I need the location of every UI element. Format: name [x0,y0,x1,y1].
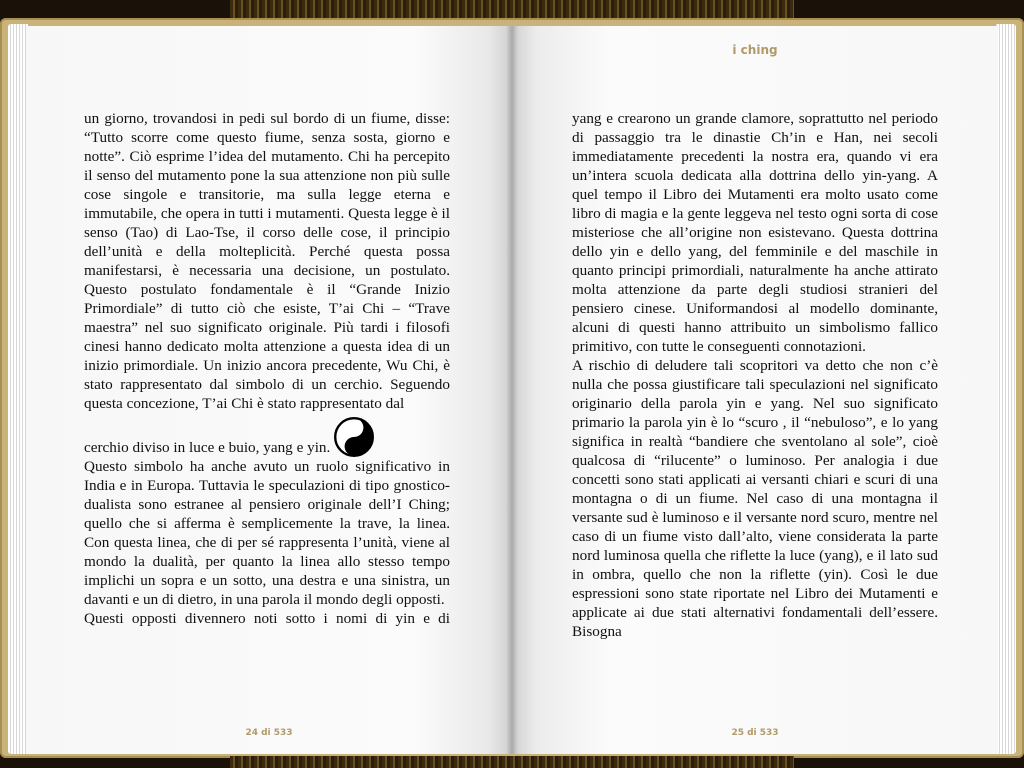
page-number-right: 25 di 533 [731,728,779,738]
page-number-left: 24 di 533 [245,728,293,738]
bookshelf-bottom-edge [230,756,794,768]
left-page-text [84,109,450,628]
page-stack-right [996,24,1016,754]
page-stack-left [8,24,28,754]
symbol-line [84,417,450,457]
right-page[interactable] [512,26,998,754]
yin-yang-icon [334,417,374,457]
paragraph: A rischio di deludere tali scopritori va detto che non c’è nulla che possa giustificare tali speculazioni nel significato originario della parola yin e yang. Nel suo significato primario la parola yin è lo “scuro , il “nebuloso”, e lo yang significa in realtà “bandiere che sventolano al sole”, cioè qualcosa di “rilucente” o luminoso. Per analogia i due concetti sono stati applicati ai versanti chiari e scuri di una montagna o di un fiume. Nel caso di una montagna il versante sud è luminoso e il versante nord scuro, mentre nel caso di un fiume visto dall’alto, viene considerata la parte nord luminosa quella che riflette la luce (yang), e il lato sud in ombra, quello che non la riflette (yin). Così le due espressioni sono state riportate nel Libro dei Mutamenti e applicate ai due stati alternativi fondamentali dell’essere. Bisogna [572,357,938,640]
right-page-text [572,109,938,641]
book-spine-gutter [506,26,518,754]
left-page[interactable] [26,26,512,754]
paragraph: Questi opposti divennero noti sotto i nomi di yin e di [84,610,450,627]
paragraph: cerchio diviso in luce e buio, yang e yin. [84,439,331,456]
running-head-title: i ching [732,43,778,57]
paragraph: yang e crearono un grande clamore, soprattutto nel periodo di passaggio tra le dinastie Ch’in e Han, nei secoli immediatamente precedenti la nostra era, quando vi era un’intera scuola dedicata alla dottrina dello yin-yang. A quel tempo il Libro dei Mutamenti era molto usato come libro di magia e la gente leggeva nel testo ogni sorta di cose misteriose che all’origine non esistevano. Questa dottrina dello yin e dello yang, del femminile e del maschile in quanto principi primordiali, naturalmente ha anche attirato molta attenzione da parte degli studiosi stranieri del pensiero cinese. Uniformandosi al modello dominante, alcuni di questi hanno attribuito un simbolismo fallico primitivo, con tutte le conseguenti connotazioni. [572,110,938,355]
paragraph: un giorno, trovandosi in pedi sul bordo di un fiume, disse: “Tutto scorre come questo fiume, senza sosta, giorno e notte”. Ciò esprime l’idea del mutamento. Chi ha percepito il senso del mutamento pone la sua attenzione non più sulle cose singole e transitorie, ma sulla legge eterna e immutabile, che opera in tutti i mutamenti. Questa legge è il senso (Tao) di Lao-Tse, il corso delle cose, il principio dell’unità e della molteplicità. Perché questa possa manifestarsi, è necessaria una decisione, un postulato. Questo postulato fondamentale è il “Grande Inizio Primordiale” di tutto ciò che esiste, T’ai Chi – “Trave maestra” nel suo significato originale. Più tardi i filosofi cinesi hanno dedicato molta attenzione a questa idea di un inizio primordiale. Un inizio ancora precedente, Wu Chi, è stato rappresentato dal simbolo di un cerchio. Seguendo questa concezione, T’ai Chi è stato rappresentato dal [84,110,450,412]
paragraph: Questo simbolo ha anche avuto un ruolo significativo in India e in Europa. Tuttavia le speculazioni di tipo gnostico-dualista sono estranee al pensiero originale dell’I Ching; quello che si afferma è semplicemente la trave, la linea. Con questa linea, che di per sé rappresenta l’unità, viene al mondo la dualità, per quanto la linea allo stesso tempo implichi un sopra e un sotto, una destra e una sinistra, un davanti e un di dietro, in una parola il mondo degli opposti. [84,458,450,608]
